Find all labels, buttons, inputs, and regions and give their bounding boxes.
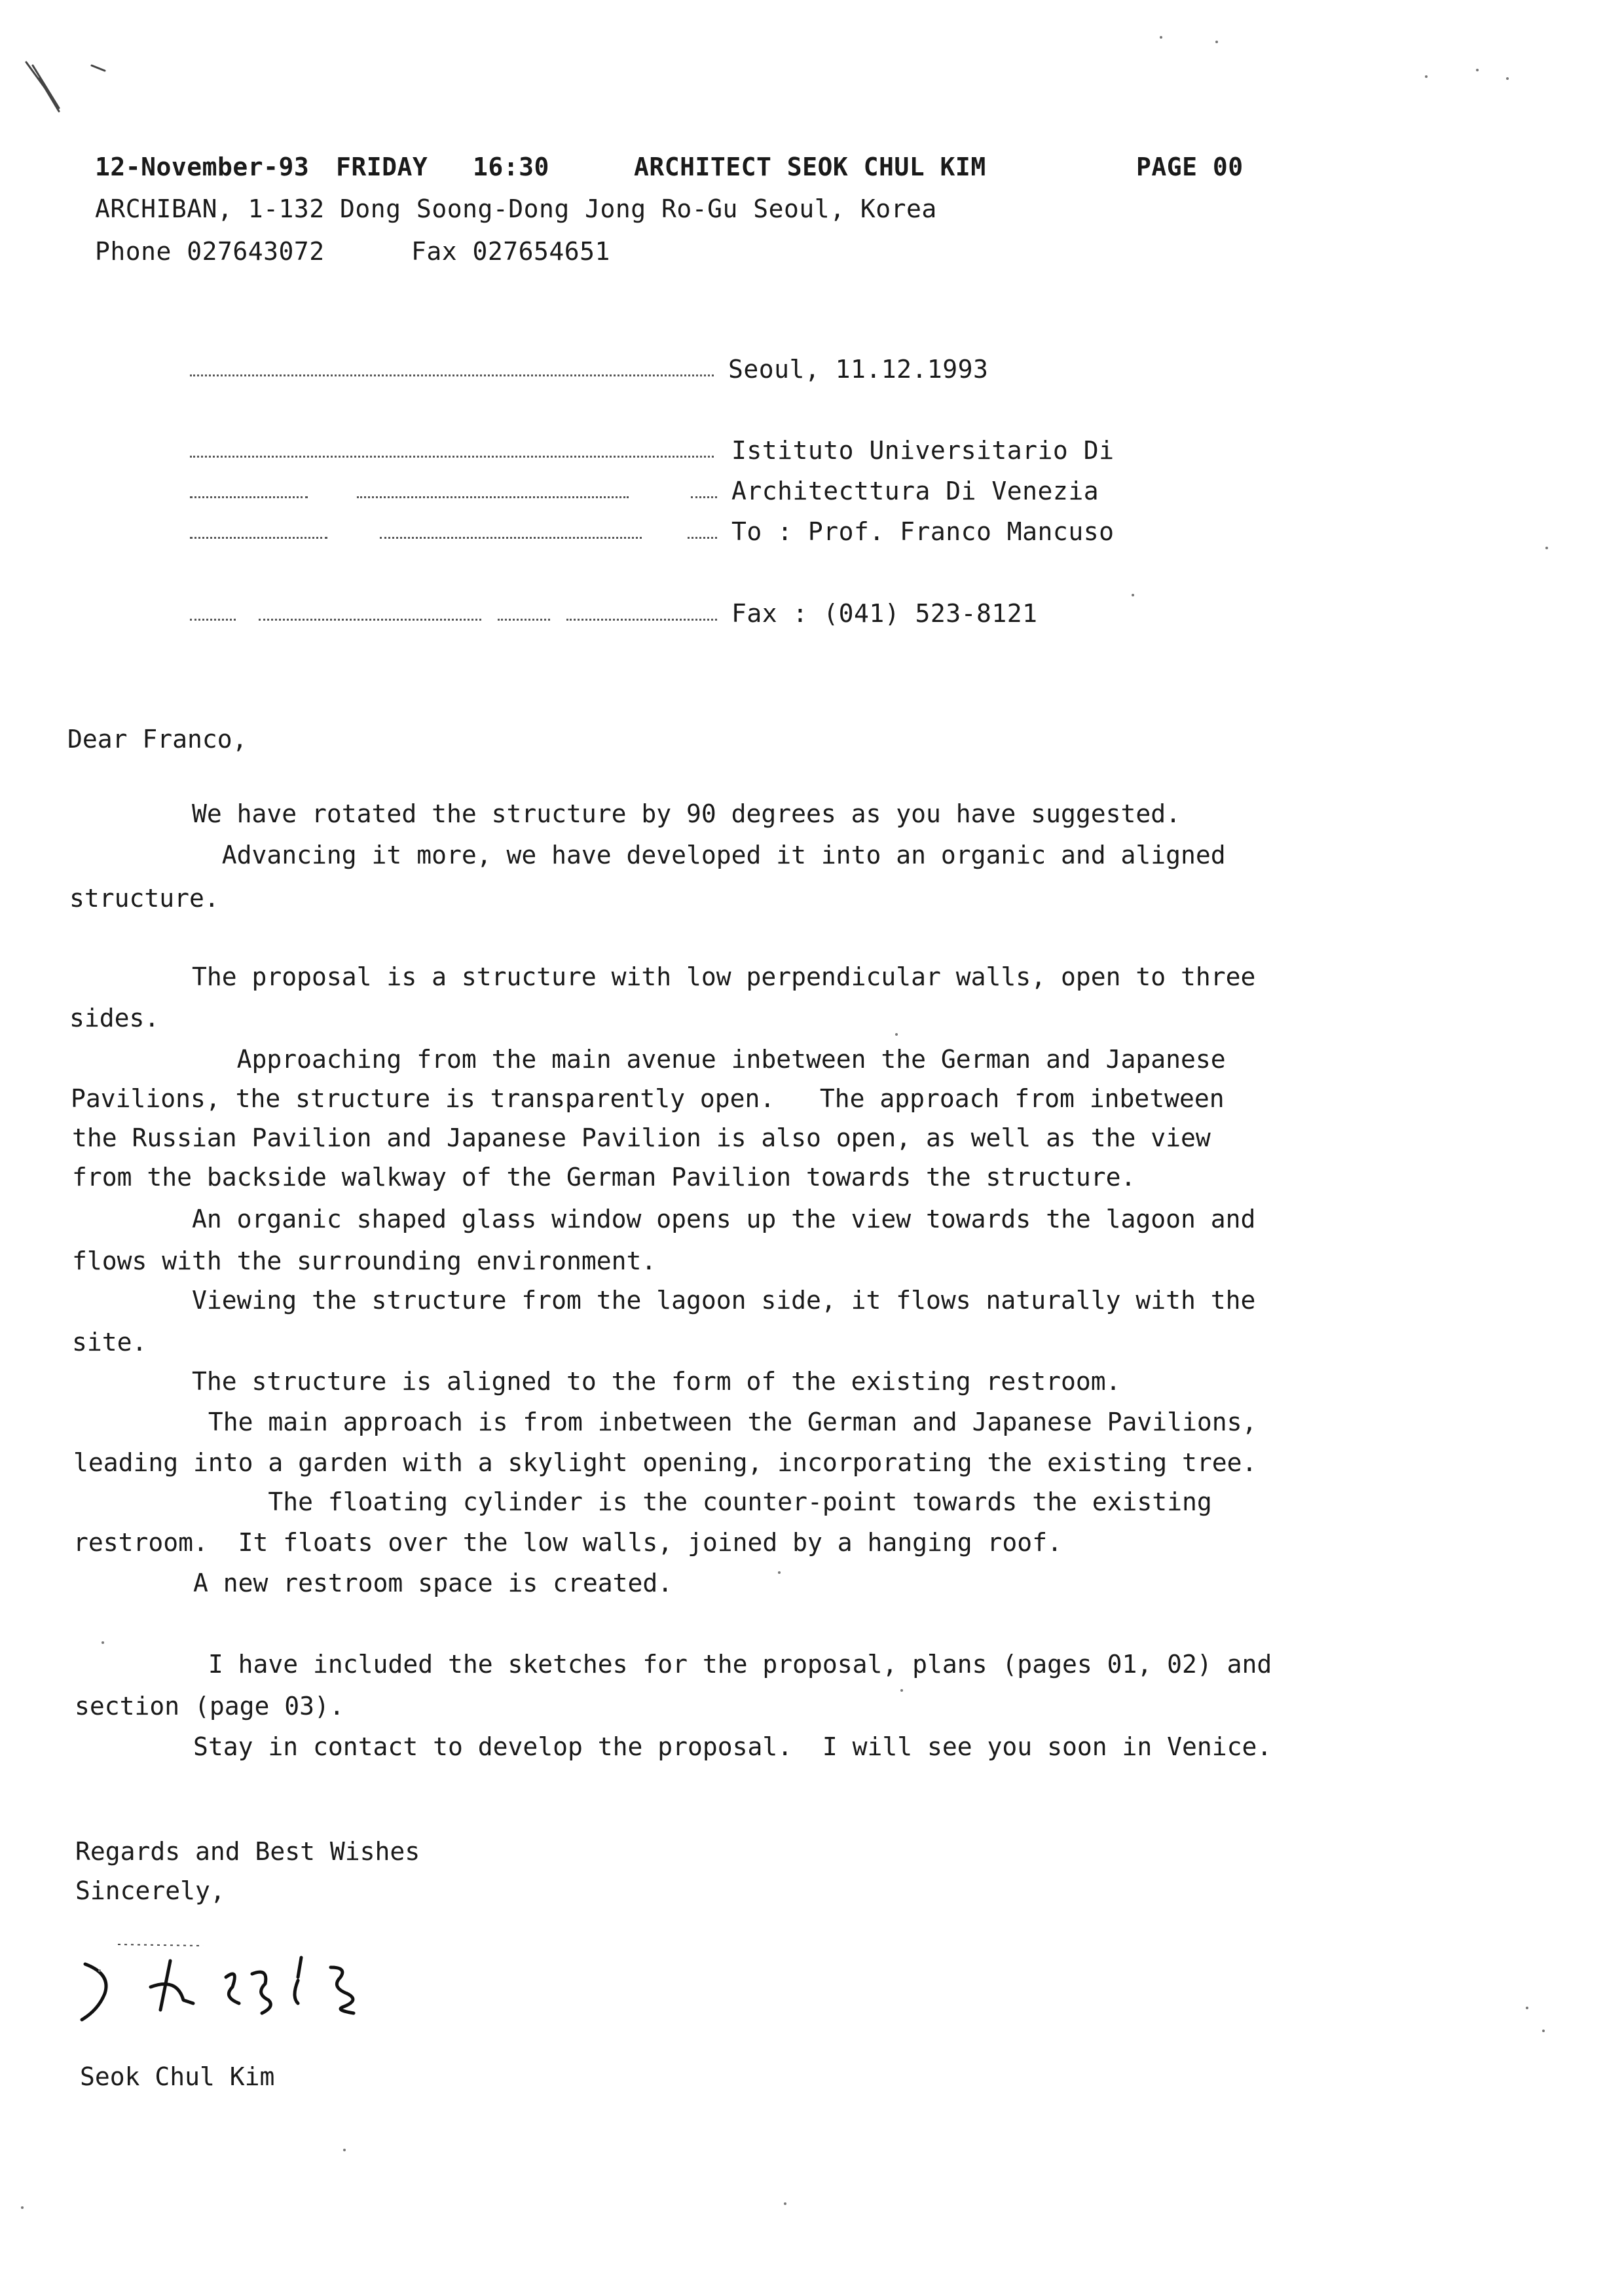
body-line: restroom. It floats over the low walls, joined by a hanging roof. [73,1528,1062,1557]
body-line: Viewing the structure from the lagoon side, it flows naturally with the [72,1286,1256,1315]
body-line: Advancing it more, we have developed it into an organic and aligned [72,841,1226,869]
signature-name: Seok Chul Kim [80,2062,275,2091]
place-date: Seoul, 11.12.1993 [728,355,989,384]
body-line: A new restroom space is created. [73,1569,673,1597]
body-line: from the backside walkway of the German Pavilion towards the structure. [72,1163,1136,1192]
recipient-fax: Fax : (041) 523-8121 [731,599,1038,628]
recipient-institution-2: Architecttura Di Venezia [731,477,1099,505]
header-fax: Fax 027654651 [411,237,610,266]
body-line: leading into a garden with a skylight opening, incorporating the existing tree. [73,1448,1257,1477]
body-line: The main approach is from inbetween the German and Japanese Pavilions, [73,1408,1257,1436]
body-line: site. [72,1328,147,1357]
body-line: An organic shaped glass window opens up the view towards the lagoon and [72,1205,1256,1233]
header-phone: Phone 027643072 [95,237,325,266]
body-line: the Russian Pavilion and Japanese Pavilion is also open, as well as the view [72,1123,1211,1152]
body-line: The floating cylinder is the counter-point towards the existing [73,1487,1212,1516]
body-line: The proposal is a structure with low perpendicular walls, open to three [72,962,1256,991]
body-line: We have rotated the structure by 90 degrees as you have suggested. [72,799,1181,828]
header-date: 12-November-93 [95,153,310,181]
closing-regards: Regards and Best Wishes [75,1837,420,1866]
body-line: Stay in contact to develop the proposal. I will see you soon in Venice. [73,1732,1272,1761]
closing-sincerely: Sincerely, [75,1876,225,1905]
salutation: Dear Franco, [67,725,248,754]
dotted-leader [0,477,720,505]
body-line: I have included the sketches for the proposal, plans (pages 01, 02) and [73,1650,1272,1679]
dotted-leader [0,517,720,546]
scan-mark-icon [13,52,118,137]
body-line: Approaching from the main avenue inbetween the German and Japanese [72,1045,1226,1074]
body-line: structure. [69,884,219,913]
body-line: flows with the surrounding environment. [72,1247,657,1275]
dotted-leader [0,599,720,628]
body-line: section (page 03). [75,1692,344,1721]
recipient-institution-1: Istituto Universitario Di [731,436,1115,465]
header-address: ARCHIBAN, 1-132 Dong Soong-Dong Jong Ro-Gu Seoul, Korea [95,194,937,223]
body-line: sides. [69,1004,160,1032]
dotted-leader [0,355,720,384]
handwritten-signature [72,1938,373,2036]
header-page-number: PAGE 00 [1136,153,1244,181]
recipient-to: To : Prof. Franco Mancuso [731,517,1115,546]
body-line: The structure is aligned to the form of the existing restroom. [72,1367,1121,1396]
dotted-leader [0,436,720,465]
header-sender-title: ARCHITECT SEOK CHUL KIM [634,153,986,181]
header-time: 16:30 [473,153,549,181]
body-line: Pavilions, the structure is transparently open. The approach from inbetween [71,1084,1225,1113]
header-day: FRIDAY [336,153,428,181]
